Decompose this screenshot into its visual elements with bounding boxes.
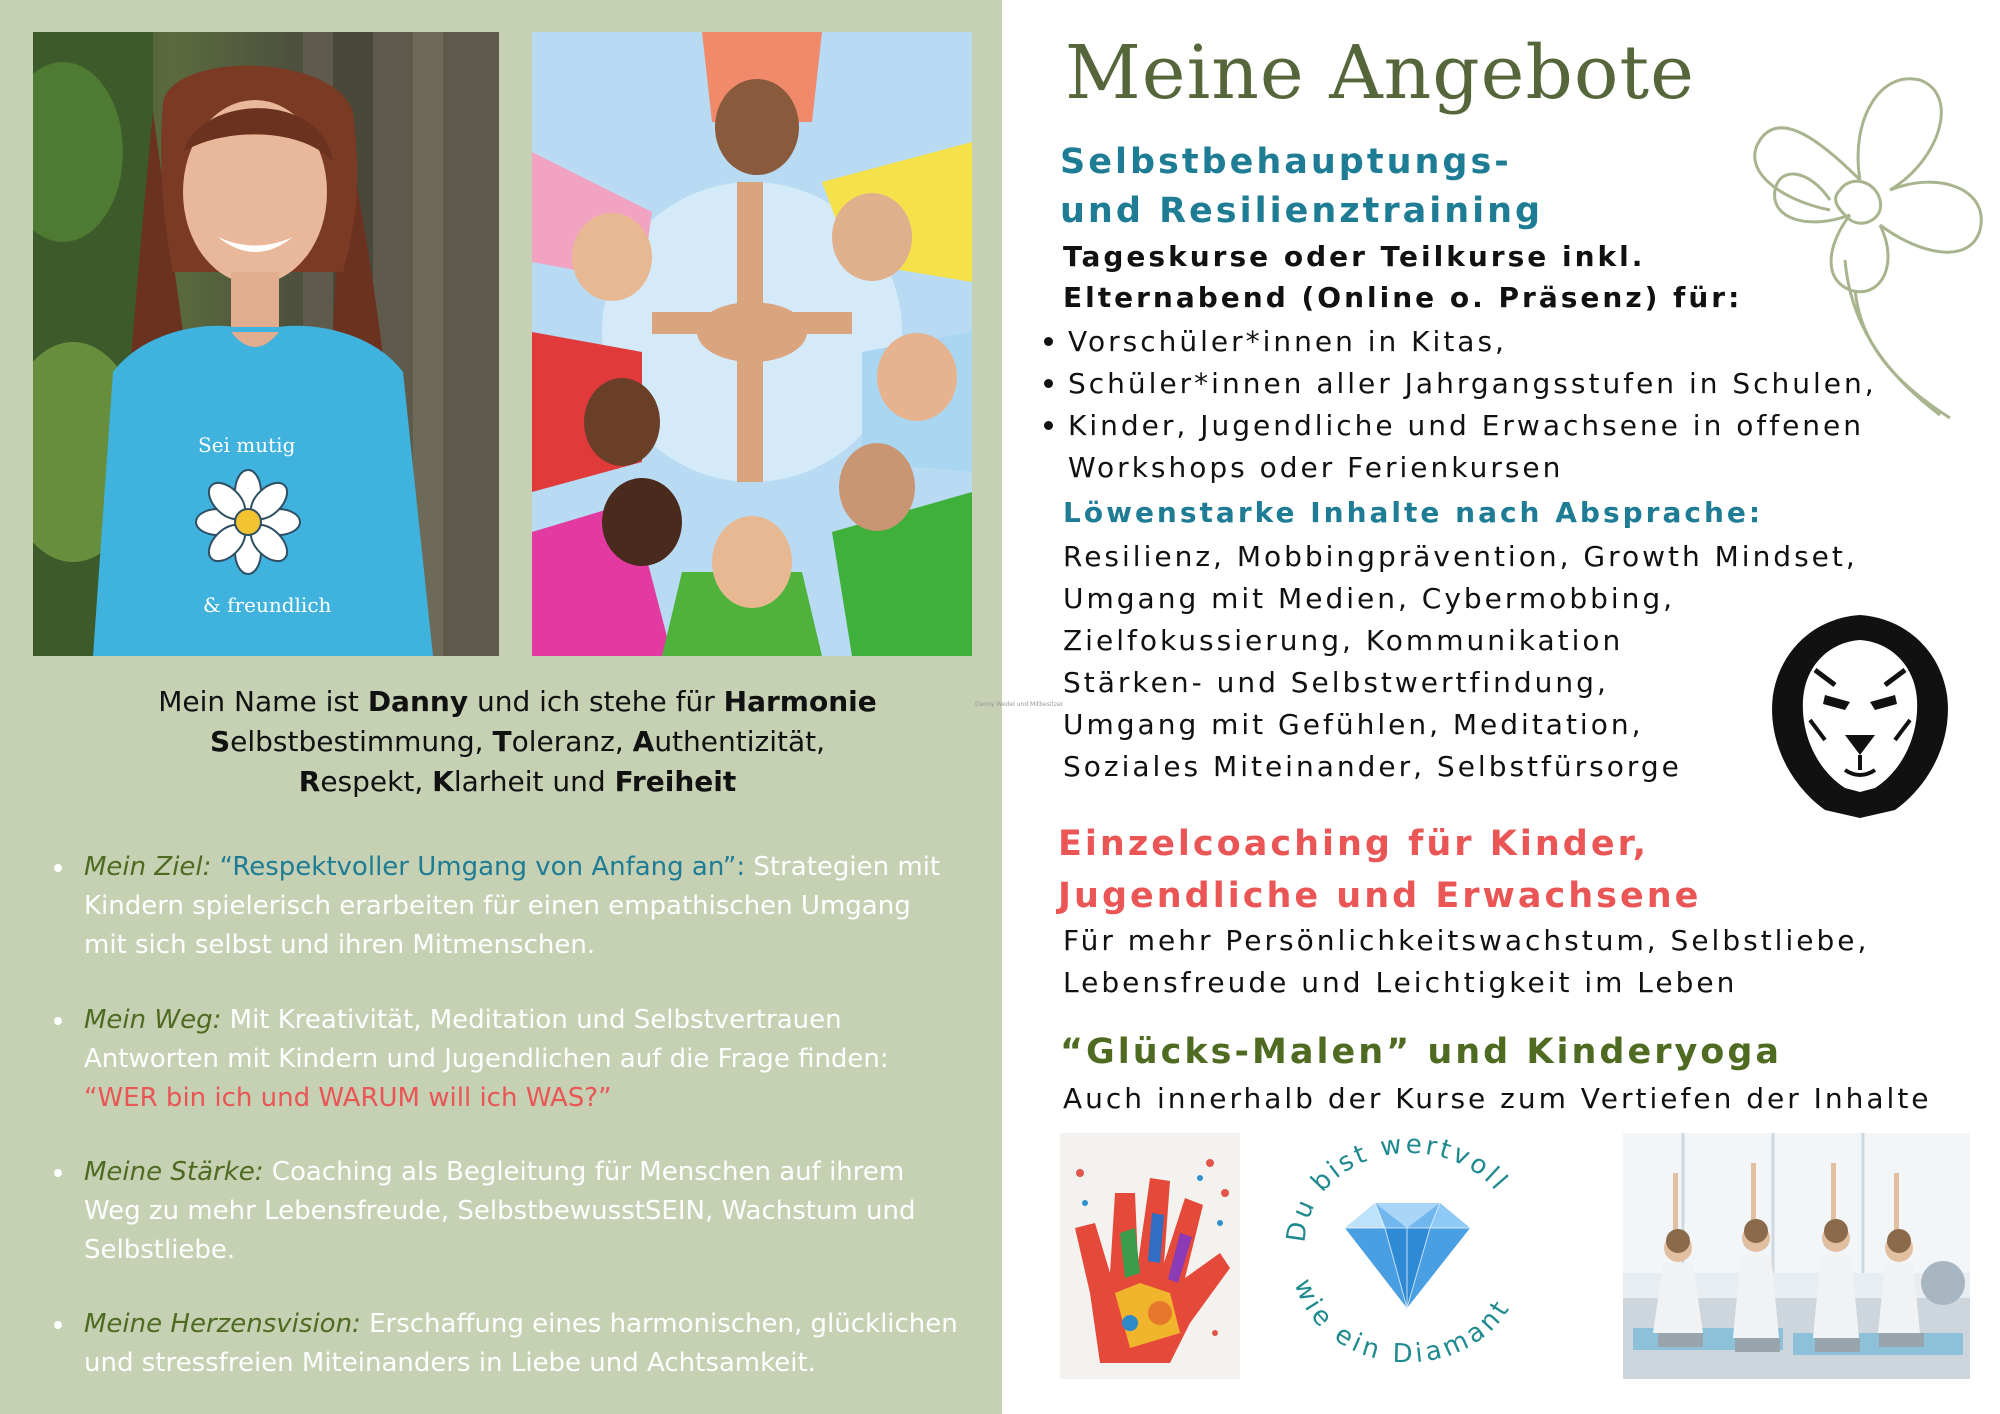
portrait-photo	[33, 32, 499, 656]
name-highlight: Danny	[367, 685, 469, 718]
intro-text: und ich stehe für	[468, 685, 724, 718]
coaching-description	[1063, 920, 1869, 1004]
topics-line: Zielfokussierung, Kommunikation	[1063, 624, 1624, 657]
shirt-text-1: Sei mutig	[198, 433, 296, 457]
topics-line: Soziales Miteinander, Selbstfürsorge	[1063, 750, 1682, 783]
topics-line: Resilienz, Mobbingprävention, Growth Mindset,	[1063, 540, 1858, 573]
list-item-herzensvision	[48, 1305, 958, 1383]
list-item: Schüler*innen aller Jahrgangsstufen in Schulen,	[1040, 363, 1877, 405]
item-text: Weg zu mehr Lebensfreude, SelbstbewusstSEIN, Wachstum und	[84, 1196, 916, 1226]
topics-line: Umgang mit Medien, Cybermobbing,	[1063, 582, 1676, 615]
value-selbstbestimmung: elbstbestimmung,	[230, 725, 493, 758]
item-label: Mein Weg:	[84, 1005, 222, 1035]
hand-painting-illustration	[1060, 1133, 1240, 1379]
subtitle-line: Elternabend (Online o. Präsenz) für:	[1063, 281, 1743, 314]
gluecksmalen-subtitle: Auch innerhalb der Kurse zum Vertiefen der Inhalte	[1063, 1082, 1932, 1115]
topics-text	[1063, 536, 1858, 788]
section-title-selbstbehauptung	[1060, 138, 1543, 236]
description-line: Für mehr Persönlichkeitswachstum, Selbstliebe,	[1063, 924, 1870, 957]
title-line: Einzelcoaching für Kinder,	[1058, 824, 1649, 864]
photo-credit: Danny Wedel und Mitbesitzer	[975, 701, 1064, 708]
section-title-inhalte: Löwenstarke Inhalte nach Absprache:	[1063, 496, 1764, 529]
kids-yoga-illustration	[1623, 1133, 1970, 1379]
initial-k: K	[432, 765, 454, 798]
diamond-text-top-path: Du bist wertvoll	[1281, 1133, 1515, 1245]
item-text: Mit Kreativität, Meditation und Selbstvertrauen	[221, 1005, 842, 1035]
value-freiheit: Freiheit	[614, 765, 737, 798]
intro-statement	[60, 682, 975, 802]
lion-head-icon	[1765, 610, 1955, 820]
item-text: Kindern spielerisch erarbeiten für einen empathischen Umgang	[84, 891, 911, 921]
list-item: Kinder, Jugendliche und Erwachsene in offenen	[1040, 405, 1877, 447]
diamond-text-bottom-path: wie ein Diamant	[1287, 1274, 1518, 1370]
intro-line-3	[60, 762, 975, 802]
value-authentizitaet: uthentizität,	[654, 725, 826, 758]
children-circle-photo	[532, 32, 972, 656]
item-text: Coaching als Begleitung für Menschen auf ihrem	[263, 1157, 905, 1187]
initial-t: T	[492, 725, 512, 758]
section-title-gluecksmalen: “Glücks-Malen” und Kinderyoga	[1060, 1032, 1783, 1072]
topics-line: Umgang mit Gefühlen, Meditation,	[1063, 708, 1644, 741]
hand-painting-image	[1060, 1133, 1240, 1379]
section-subtitle-kurse	[1063, 236, 1742, 318]
initial-a: A	[632, 725, 655, 758]
intro-line-1	[60, 682, 975, 722]
title-line: Selbstbehauptungs-	[1060, 142, 1512, 182]
initial-s: S	[209, 725, 231, 758]
value-respekt: espekt,	[320, 765, 433, 798]
list-item-staerke	[48, 1153, 916, 1270]
section-title-einzelcoaching	[1058, 818, 1701, 922]
daisy-icon	[196, 470, 300, 574]
item-quote: “Respektvoller Umgang von Anfang an”:	[211, 852, 746, 882]
value-toleranz: oleranz,	[511, 725, 633, 758]
topics-line: Stärken- und Selbstwertfindung,	[1063, 666, 1609, 699]
intro-line-2	[60, 722, 975, 762]
subtitle-line: Tageskurse oder Teilkurse inkl.	[1063, 240, 1646, 273]
item-label: Mein Ziel:	[84, 852, 212, 882]
page-title: Meine Angebote	[1065, 30, 1695, 116]
portrait-illustration	[33, 32, 499, 656]
item-text: Strategien mit	[745, 852, 941, 882]
list-item-continuation: Workshops oder Ferienkursen	[1068, 451, 1564, 484]
item-text: mit sich selbst und ihren Mitmenschen.	[84, 930, 596, 960]
list-item-weg	[48, 1001, 889, 1118]
value-klarheit: larheit und	[453, 765, 615, 798]
item-label: Meine Herzensvision:	[84, 1309, 361, 1339]
children-circle-illustration	[532, 32, 972, 656]
title-line: Jugendliche und Erwachsene	[1058, 876, 1702, 916]
diamond-illustration	[1270, 1133, 1545, 1383]
kids-yoga-photo	[1623, 1133, 1970, 1379]
value-harmonie: Harmonie	[723, 685, 877, 718]
description-line: Lebensfreude und Leichtigkeit im Leben	[1063, 966, 1738, 999]
title-line: und Resilienztraining	[1060, 191, 1544, 231]
item-text: Erschaffung eines harmonischen, glücklichen	[360, 1309, 958, 1339]
target-group-list	[1040, 321, 1877, 489]
diamond-icon	[1345, 1203, 1470, 1308]
shirt-text-2: & freundlich	[203, 593, 332, 617]
intro-text: Mein Name ist	[158, 685, 368, 718]
initial-r: R	[298, 765, 321, 798]
diamond-affirmation-image	[1270, 1133, 1545, 1383]
list-item: Vorschüler*innen in Kitas,	[1040, 321, 1877, 363]
item-label: Meine Stärke:	[84, 1157, 264, 1187]
item-text: Antworten mit Kindern und Jugendlichen auf die Frage finden:	[84, 1044, 889, 1074]
item-question-highlight: “WER bin ich und WARUM will ich WAS?”	[84, 1083, 612, 1113]
item-text: und stressfreien Miteinanders in Liebe und Achtsamkeit.	[84, 1348, 816, 1378]
item-text: Selbstliebe.	[84, 1235, 236, 1265]
list-item-ziel	[48, 848, 940, 965]
